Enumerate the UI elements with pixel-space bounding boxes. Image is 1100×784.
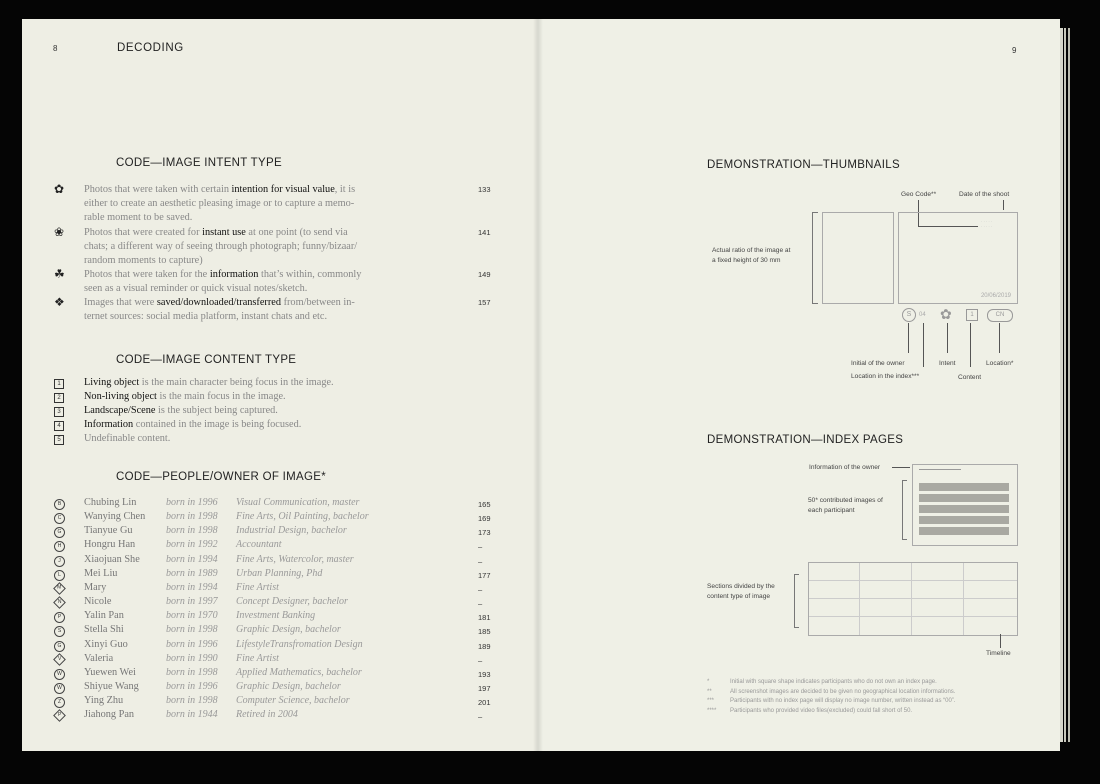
owner-page-ref: 197 bbox=[478, 683, 491, 693]
ratio-label: a fixed height of 30 mm bbox=[712, 257, 781, 264]
owner-initial-icon bbox=[54, 641, 65, 652]
page-edge bbox=[1064, 28, 1066, 742]
owner-initial: G bbox=[57, 642, 62, 649]
owner-page-ref: – bbox=[478, 556, 483, 566]
content-heading: CODE—IMAGE CONTENT TYPE bbox=[116, 354, 297, 366]
right-page bbox=[537, 19, 1060, 751]
date-value: 20/06/2019 bbox=[980, 293, 1011, 299]
owner-birth-year: born in 1996 bbox=[166, 638, 218, 650]
intent-page-ref: 149 bbox=[478, 270, 491, 279]
owner-birth-year: born in 1994 bbox=[166, 581, 218, 593]
owner-name: Valeria bbox=[84, 652, 114, 664]
footnote-text: All screenshot images are decided to be given no geographical location informations. bbox=[730, 688, 956, 695]
owner-page-ref: – bbox=[478, 584, 483, 594]
image-bar bbox=[919, 483, 1009, 491]
intent-text: from/between in- bbox=[281, 297, 355, 308]
footnote-mark: **** bbox=[707, 707, 717, 714]
content-type-line bbox=[84, 377, 334, 388]
diamond-flower-icon: ❖ bbox=[54, 295, 65, 309]
owner-name: Nicole bbox=[84, 596, 112, 608]
sections-bracket bbox=[794, 574, 799, 628]
index-pages-heading: DEMONSTRATION—INDEX PAGES bbox=[707, 434, 904, 446]
footnote-text: Participants with no index page will display no image number, written instead as “00”. bbox=[730, 698, 956, 704]
intent-text-line bbox=[84, 211, 192, 225]
thumbnails-heading: DEMONSTRATION—THUMBNAILS bbox=[707, 159, 900, 171]
owner-occupation: LifestyleTransfromation Design bbox=[236, 638, 363, 650]
leader-line bbox=[908, 323, 909, 353]
intent-page-ref: 141 bbox=[478, 228, 491, 237]
page-number-left: 8 bbox=[53, 44, 58, 53]
owner-page-ref: – bbox=[478, 599, 483, 609]
footnote-mark: * bbox=[707, 679, 710, 685]
owner-occupation: Applied Mathematics, bachelor bbox=[236, 666, 362, 678]
owner-initial-icon bbox=[54, 669, 65, 680]
owner-occupation: Industrial Design, bachelor bbox=[236, 525, 347, 537]
content-type-line bbox=[84, 391, 286, 402]
intent-text: seen as a visual reminder or quick visual notes/sketch. bbox=[84, 283, 308, 294]
owner-name: Stella Shi bbox=[84, 624, 124, 636]
leader-line bbox=[970, 323, 971, 367]
intent-text-line bbox=[84, 282, 307, 296]
content-number-icon: 5 bbox=[54, 435, 64, 445]
image-bar bbox=[919, 516, 1009, 524]
content-type-desc: is the main focus in the image. bbox=[156, 391, 286, 402]
owner-info-line bbox=[919, 469, 961, 470]
leader-line bbox=[947, 323, 948, 353]
owner-initial: B bbox=[57, 501, 62, 507]
content-number-icon: 3 bbox=[54, 407, 64, 417]
images-label: each participant bbox=[808, 507, 855, 514]
content-type-desc: contained in the image is being focused. bbox=[133, 419, 302, 430]
intent-text: rable moment to be saved. bbox=[84, 212, 193, 223]
content-code: 1 bbox=[966, 309, 978, 321]
content-type-name: Information bbox=[84, 419, 134, 430]
owner-name: Tianyue Gu bbox=[84, 525, 133, 537]
owner-page-ref: 173 bbox=[478, 528, 491, 538]
leader-line bbox=[1003, 200, 1004, 210]
location-code: CN bbox=[987, 309, 1013, 322]
owner-name: Jiahong Pan bbox=[84, 709, 135, 721]
owner-birth-year: born in 1990 bbox=[166, 652, 218, 664]
content-type-desc: is the subject being captured. bbox=[155, 405, 278, 416]
intent-text-line bbox=[84, 254, 203, 268]
owner-birth-year: born in 1998 bbox=[166, 511, 218, 523]
page-edge bbox=[1060, 28, 1063, 742]
content-type-line bbox=[84, 419, 301, 430]
owner-info-label: Information of the owner bbox=[809, 464, 881, 471]
owner-page-ref: 185 bbox=[478, 627, 491, 637]
intent-text-line bbox=[84, 310, 327, 324]
leader-line bbox=[892, 467, 910, 468]
owner-initial: H bbox=[57, 543, 62, 550]
owner-birth-year: born in 1998 bbox=[166, 624, 218, 636]
owner-initial: J bbox=[58, 557, 61, 564]
people-heading: CODE—PEOPLE/OWNER OF IMAGE* bbox=[116, 471, 327, 483]
content-type-line bbox=[84, 405, 278, 416]
intent-text: either to create an aesthetic pleasing image or to capture a memo- bbox=[84, 198, 355, 209]
owner-page-ref: 193 bbox=[478, 669, 491, 679]
index-page-mockup bbox=[912, 464, 1018, 546]
intent-text: random moments to capture) bbox=[84, 255, 203, 266]
owner-birth-year: born in 1996 bbox=[166, 497, 218, 508]
owner-page-ref: 169 bbox=[478, 514, 491, 524]
owner-initial-icon bbox=[54, 499, 65, 510]
thumbnail-frame bbox=[822, 212, 894, 304]
page-number-right: 9 bbox=[1012, 46, 1017, 55]
thumbnail-frame bbox=[898, 212, 1018, 304]
intent-keyword: saved/downloaded/transferred bbox=[156, 297, 281, 308]
content-number-icon: 1 bbox=[54, 379, 64, 389]
owner-name: Xiaojuan She bbox=[84, 553, 140, 565]
images-label: 50* contributed images of bbox=[808, 497, 883, 504]
owner-name: Shiyue Wang bbox=[84, 680, 139, 692]
owner-page-ref: 189 bbox=[478, 641, 491, 651]
intent-label: Intent bbox=[939, 360, 956, 367]
running-head: DECODING bbox=[117, 42, 184, 54]
owner-birth-year: born in 1970 bbox=[166, 610, 218, 622]
content-label: Content bbox=[958, 374, 982, 381]
index-code: 04 bbox=[919, 312, 926, 318]
owner-name: Chubing Lin bbox=[84, 497, 137, 508]
owner-occupation: Visual Communication, master bbox=[236, 497, 360, 508]
owner-occupation: Fine Artist bbox=[236, 652, 279, 664]
geo-code-text: · · · · · · · · · · bbox=[981, 219, 993, 229]
owner-occupation: Graphic Design, bachelor bbox=[236, 680, 341, 692]
intent-flower-icon: ✿ bbox=[940, 306, 952, 322]
ratio-bracket bbox=[812, 212, 818, 304]
footnote-mark: *** bbox=[707, 698, 715, 704]
owner-occupation: Computer Science, bachelor bbox=[236, 695, 350, 707]
owner-name: Xinyi Guo bbox=[84, 638, 128, 650]
intent-text-line bbox=[84, 240, 357, 254]
timeline-grid bbox=[808, 562, 1018, 636]
images-bracket bbox=[902, 480, 907, 540]
content-number-icon: 2 bbox=[54, 393, 64, 403]
owner-name: Yuewen Wei bbox=[84, 666, 136, 678]
geo-code-label: Geo Code** bbox=[901, 191, 937, 198]
owner-page-ref: 177 bbox=[478, 570, 491, 580]
owner-name: Hongru Han bbox=[84, 539, 136, 551]
owner-initial-icon bbox=[54, 556, 65, 567]
owner-initial: N bbox=[57, 599, 62, 606]
owner-initial: P bbox=[57, 712, 62, 719]
owner-birth-year: born in 1992 bbox=[166, 539, 218, 551]
intent-text: Images that were bbox=[84, 297, 157, 308]
date-label: Date of the shoot bbox=[959, 191, 1010, 198]
owner-initial-code: S bbox=[902, 308, 916, 322]
content-type-line bbox=[84, 433, 170, 444]
owner-initial: W bbox=[57, 670, 62, 677]
intent-page-ref: 157 bbox=[478, 298, 491, 307]
owner-occupation: Fine Arts, Oil Painting, bachelor bbox=[236, 511, 369, 523]
clover-icon: ☘ bbox=[54, 267, 65, 281]
owner-initial: M bbox=[57, 584, 62, 591]
intent-heading: CODE—IMAGE INTENT TYPE bbox=[116, 157, 282, 169]
index-label: Location in the index*** bbox=[851, 373, 920, 380]
owner-name: Mary bbox=[84, 581, 107, 593]
intent-text: , it is bbox=[334, 184, 356, 195]
sections-label: content type of image bbox=[707, 593, 771, 600]
owner-birth-year: born in 1944 bbox=[166, 709, 218, 721]
owner-initial: S bbox=[57, 628, 62, 635]
image-bar bbox=[919, 527, 1009, 535]
owner-initial: G bbox=[57, 529, 62, 536]
content-type-name: Non-living object bbox=[84, 391, 157, 402]
owner-initial-icon bbox=[54, 570, 65, 581]
intent-text: Photos that were created for bbox=[84, 227, 203, 238]
owner-page-ref: – bbox=[478, 542, 483, 552]
intent-text: ternet sources: social media platform, instant chats and etc. bbox=[84, 311, 328, 322]
owner-birth-year: born in 1997 bbox=[166, 596, 218, 608]
owner-occupation: Retired in 2004 bbox=[236, 709, 298, 721]
image-bar bbox=[919, 494, 1009, 502]
location-label: Location* bbox=[986, 360, 1014, 367]
footnote-text: Initial with square shape indicates participants who do not own an index page. bbox=[730, 679, 937, 685]
owner-name: Yalin Pan bbox=[84, 610, 124, 622]
intent-keyword: instant use bbox=[202, 227, 246, 238]
owner-page-ref: 201 bbox=[478, 698, 491, 708]
intent-text: Photos that were taken with certain bbox=[84, 184, 232, 195]
spine-shadow bbox=[533, 19, 543, 751]
intent-text: chats; a different way of seeing through photograph; funny/bizaar/ bbox=[84, 241, 358, 252]
owner-name: Ying Zhu bbox=[84, 695, 124, 707]
owner-initial-icon bbox=[54, 683, 65, 694]
owner-initial: C bbox=[57, 515, 62, 522]
owner-birth-year: born in 1996 bbox=[166, 680, 218, 692]
intent-keyword: intention for visual value bbox=[231, 184, 335, 195]
owner-initial: W bbox=[57, 684, 62, 691]
owner-birth-year: born in 1998 bbox=[166, 695, 218, 707]
owner-page-ref: 181 bbox=[478, 613, 491, 623]
image-bar bbox=[919, 505, 1009, 513]
content-type-name: Living object bbox=[84, 377, 140, 388]
owner-initial: V bbox=[57, 655, 62, 662]
content-type-desc: is the main character being focus in the image. bbox=[139, 377, 334, 388]
leader-line bbox=[923, 323, 924, 367]
initial-label: Initial of the owner bbox=[851, 360, 905, 367]
owner-name: Mei Liu bbox=[84, 567, 118, 579]
owner-occupation: Fine Artist bbox=[236, 581, 279, 593]
gear-flower-icon: ❀ bbox=[54, 225, 65, 239]
ratio-label: Actual ratio of the image at bbox=[712, 247, 791, 254]
leader-line bbox=[999, 323, 1000, 353]
owner-occupation: Urban Planning, Phd bbox=[236, 567, 323, 579]
owner-occupation: Concept Designer, bachelor bbox=[236, 596, 348, 608]
intent-text: Photos that were taken for the bbox=[84, 269, 210, 280]
owner-page-ref: – bbox=[478, 712, 483, 722]
footnote-mark: ** bbox=[707, 688, 712, 695]
sections-label: Sections divided by the bbox=[707, 583, 775, 590]
intent-text-line bbox=[84, 226, 348, 240]
intent-text-line bbox=[84, 268, 361, 282]
owner-initial: Z bbox=[57, 699, 62, 706]
timeline-label: Timeline bbox=[986, 650, 1011, 657]
content-type-desc: Undefinable content. bbox=[84, 433, 171, 444]
owner-occupation: Accountant bbox=[236, 539, 282, 551]
owner-occupation: Investment Banking bbox=[236, 610, 316, 622]
owner-birth-year: born in 1998 bbox=[166, 666, 218, 678]
flower-icon: ✿ bbox=[54, 182, 65, 196]
owner-page-ref: 165 bbox=[478, 500, 491, 509]
content-number-icon: 4 bbox=[54, 421, 64, 431]
intent-text-line bbox=[84, 296, 355, 310]
owner-name: Wanying Chen bbox=[84, 511, 146, 523]
owner-initial: L bbox=[58, 571, 61, 578]
leader-line bbox=[1000, 634, 1001, 648]
owner-occupation: Graphic Design, bachelor bbox=[236, 624, 341, 636]
intent-text-line bbox=[84, 197, 354, 211]
owner-initial: P bbox=[57, 614, 62, 621]
owner-birth-year: born in 1989 bbox=[166, 567, 218, 579]
intent-keyword: information bbox=[209, 269, 259, 280]
owner-occupation: Fine Arts, Watercolor, master bbox=[236, 553, 354, 565]
footnote-text: Participants who provided video files(excluded) could fall short of 50. bbox=[730, 707, 913, 714]
owner-page-ref: – bbox=[478, 655, 483, 665]
content-type-name: Landscape/Scene bbox=[84, 405, 156, 416]
owner-birth-year: born in 1998 bbox=[166, 525, 218, 537]
intent-page-ref: 133 bbox=[478, 185, 491, 194]
owner-birth-year: born in 1994 bbox=[166, 553, 218, 565]
intent-text: at one point (to send via bbox=[245, 227, 348, 238]
intent-text-line bbox=[84, 183, 355, 197]
intent-text: that’s within, commonly bbox=[258, 269, 362, 280]
page-edge bbox=[1068, 28, 1070, 742]
